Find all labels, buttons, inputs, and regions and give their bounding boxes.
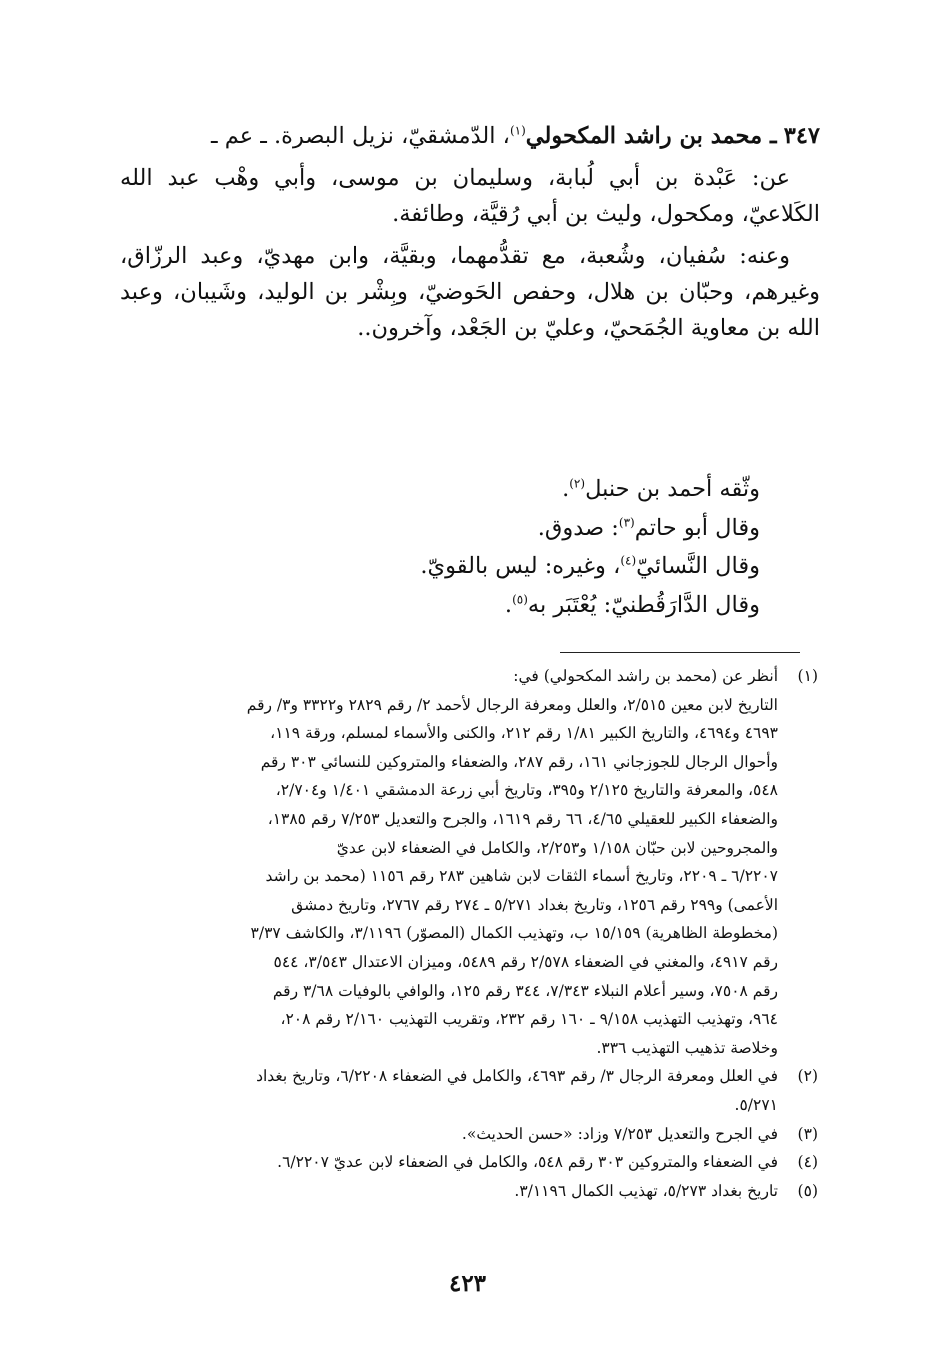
footnote-ref-3[interactable]: (٣): [618, 515, 635, 529]
footnote-mark: (١): [797, 667, 818, 685]
footnote-1: (١) أنظر عن (محمد بن راشد المكحولي) في: التاريخ لابن معين ٢/٥١٥، والعلل ومعرفة الرجال لأحمد ٢/ رقم ٢٨٢٩ و٣٣٢٢ و٣/ رقم ٤٦٩٣ و٤٦٩٤، والتاريخ الكبير ١/٨١ رقم ٢١٢، والكنى والأسماء لمسلم، ورقة ١١٩، وأحوال الرجال للجوزجاني ١٦١، رقم ٢٨٧، والضعفاء والمتروكين للنسائي ٣٠٣ رقم ٥٤٨، والمعرفة والتاريخ ٢/١٢٥ و٣٩٥، وتاريخ أبي زرعة الدمشقي ١/٤٠١ و٢/٧٠٤، والضعفاء الكبير للعقيلي ٤/٦٥، ٦٦ رقم ١٦١٩، والجرح والتعديل ٧/٢٥٣ رقم ١٣٨٥، والمجروحين لابن حبّان ١/١٥٨ و٢/٢٥٣، والكامل في الضعفاء لابن عديّ ٦/٢٢٠٧ ـ ٢٢٠٩، وتاريخ أسماء الثقات لابن شاهين ٢٨٣ رقم ١١٥٦ (محمد بن راشد الأعمى) و٢٩٩ رقم ١٢٥٦، وتاريخ بغداد ٥/٢٧١ ـ ٢٧٤ رقم ٢٧٦٧، وتاريخ دمشق (مخطوطة الظاهرية) ١٥/١٥٩ ب، وتهذيب الكمال (المصوّر) ٣/١١٩٦، والكاشف ٣/٣٧ رقم ٤٩١٧، والمغني في الضعفاء ٢/٥٧٨ رقم ٥٤٨٩، وميزان الاعتدال ٣/٥٤٣، ٥٤٤ رقم ٧٥٠٨، وسير أعلام النبلاء ٧/٣٤٣، ٣٤٤ رقم ١٢٥، والوافي بالوفيات ٣/٦٨ رقم ٩٦٤، وتهذيب التهذيب ٩/١٥٨ ـ ١٦٠ رقم ٢٣٢، وتقريب التهذيب ٢/١٦٠ رقم ٢٠٨، وخلاصة تذهيب التهذيب ٣٣٦.: [118, 662, 818, 1062]
footnote-mark: (٣): [797, 1124, 818, 1143]
footnote-ref-2[interactable]: (٢): [569, 476, 586, 491]
footnote-mark: (٢): [797, 1067, 818, 1086]
students-paragraph: وعنه: سُفيان، وشُعبة، مع تقدُّمهما، وبقيَّة، وابن مهديّ، وعبد الرزّاق، وغيرهم، وحبّان بن هلال، وحفص الحَوضيّ، وبِشْر بن الوليد، وشَيبان، وعبد الله بن معاوية الجُمَحيّ، وعليّ بن الجَعْد، وآخرون..: [120, 243, 820, 341]
rulings-list: [200, 470, 760, 624]
biography-entry: [120, 118, 820, 346]
page-number: ٤٢٣: [448, 1270, 487, 1297]
footnote-mark: (٥): [797, 1181, 818, 1200]
teachers-paragraph: عن: عَبْدة بن أبي لُبابة، وسليمان بن موسى، وأبي وهْب عبد الله الكَلاعيّ، ومكحول، وليث بن أبي رُقيَّة، وطائفة.: [120, 165, 820, 227]
entry-number: ٣٤٧: [783, 123, 820, 149]
ruling-line: وقال أبو حاتم$^{(٣)}$: صدوق.: [537, 514, 760, 541]
footnote-ref-4[interactable]: (٤): [620, 553, 637, 568]
entry-heading-rest: ، الدّمشقيّ، نزيل البصرة. ـ عم ـ: [210, 123, 510, 149]
ruling-line: وقال النَّسائيّ$^{(٤)}$، وغيره: ليس بالقويّ.: [420, 553, 760, 579]
ruling-line: وثّقه أحمد بن حنبل$^{(٢)}$.: [562, 476, 760, 502]
footnote-ref-5[interactable]: (٥): [512, 592, 528, 606]
ruling-line: وقال الدَّارَقُطنيّ: يُعْتَبَر به$^{(٥)}$.: [504, 591, 760, 618]
footnote-5: (٥) تاريخ بغداد ٥/٢٧٣، تهذيب الكمال ٣/١١٩٦.: [118, 1177, 818, 1206]
footnote-4: (٤) في الضعفاء والمتروكين ٣٠٣ رقم ٥٤٨، والكامل في الضعفاء لابن عديّ ٦/٢٢٠٧.: [118, 1148, 818, 1177]
entry-heading: ٣٤٧ ـ محمد بن راشد المكحولي$^{(١)}$، الدّمشقيّ، نزيل البصرة. ـ عم ـ: [210, 123, 820, 149]
footnote-3: (٣) في الجرح والتعديل ٧/٢٥٣ وزاد: «حسن الحديث».: [118, 1120, 818, 1149]
footnote-2: (٢) في العلل ومعرفة الرجال ٣/ رقم ٤٦٩٣، والكامل في الضعفاء ٦/٢٢٠٨، وتاريخ بغداد ٥/٢٧١.: [118, 1062, 818, 1119]
footnote-mark: (٤): [797, 1153, 818, 1172]
footnotes: [118, 662, 818, 1205]
footnote-divider: [560, 652, 800, 653]
footnote-ref-1[interactable]: (١): [509, 123, 526, 138]
entry-name: محمد بن راشد المكحولي: [525, 123, 763, 149]
